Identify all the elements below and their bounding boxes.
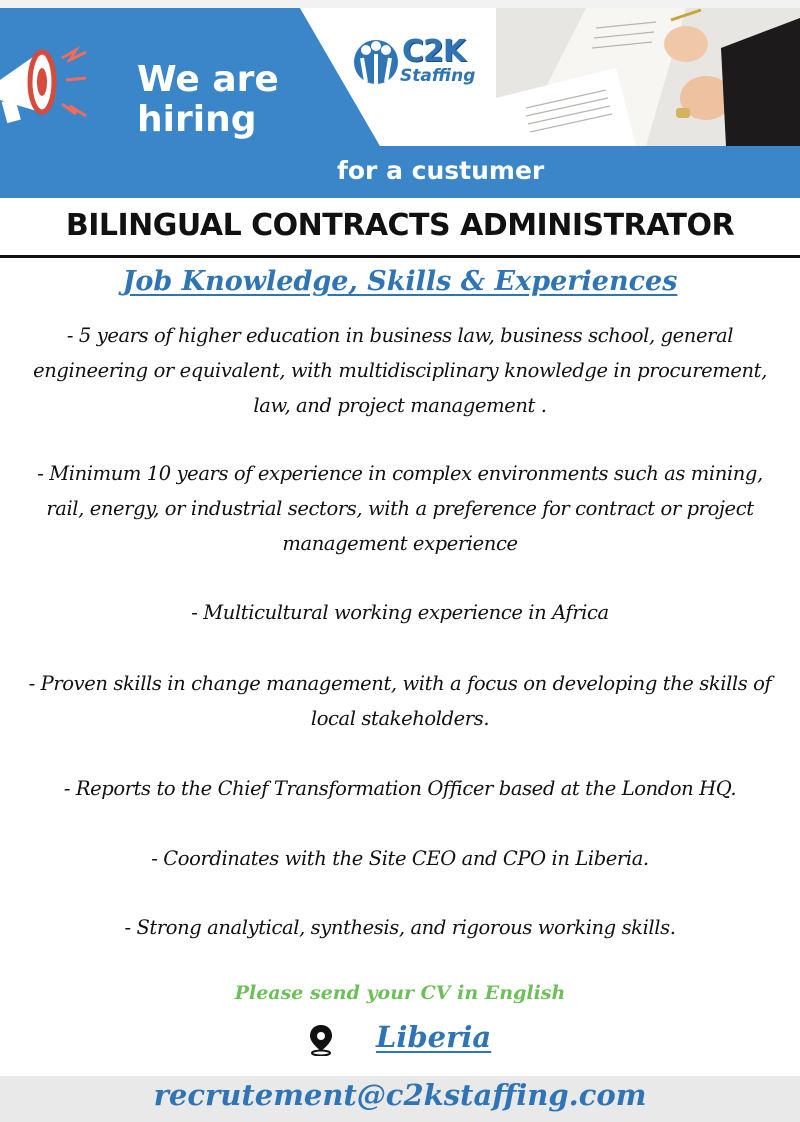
footer-band bbox=[0, 1076, 800, 1122]
megaphone-icon bbox=[0, 22, 120, 132]
job-title-band bbox=[0, 198, 800, 258]
headline-line-1: We are bbox=[137, 59, 279, 100]
subtitle-text: for a custumer bbox=[337, 156, 545, 185]
contact-email-link[interactable]: recrutement@c2kstaffing.com bbox=[153, 1078, 647, 1112]
location-pin-icon bbox=[308, 1024, 334, 1056]
logo-brand-text: C2K bbox=[402, 34, 466, 69]
location-text: Liberia bbox=[376, 1020, 492, 1054]
subtitle-band bbox=[0, 146, 800, 198]
hiring-banner bbox=[0, 8, 800, 146]
section-heading: Job Knowledge, Skills & Experiences bbox=[122, 266, 678, 297]
company-logo bbox=[352, 36, 502, 92]
logo-sub-text: Staffing bbox=[400, 66, 476, 86]
top-strip bbox=[0, 0, 800, 8]
logo-mark-icon bbox=[352, 36, 400, 86]
hiring-headline bbox=[137, 60, 327, 140]
location-row bbox=[308, 1018, 508, 1062]
office-photo bbox=[496, 8, 800, 146]
requirement-item: - Minimum 10 years of experience in complex environments such as mining, rail, energy, or industrial sectors, with a preference for contract or project management experience bbox=[37, 462, 763, 555]
headline-line-2: hiring bbox=[137, 99, 257, 140]
job-title: BILINGUAL CONTRACTS ADMINISTRATOR bbox=[65, 208, 735, 243]
requirement-item: - Strong analytical, synthesis, and rigorous working skills. bbox=[124, 916, 676, 939]
requirement-item: - Proven skills in change management, with a focus on developing the skills of local stakeholders. bbox=[28, 672, 772, 730]
requirement-item: - Coordinates with the Site CEO and CPO in Liberia. bbox=[151, 847, 649, 870]
cv-instruction: Please send your CV in English bbox=[234, 982, 566, 1004]
requirement-item: - 5 years of higher education in business law, business school, general engineering or equivalent, with multidisciplinary knowledge in procurement, law, and project management . bbox=[33, 324, 767, 417]
requirement-item: - Multicultural working experience in Africa bbox=[191, 601, 609, 624]
requirement-item: - Reports to the Chief Transformation Officer based at the London HQ. bbox=[63, 777, 737, 800]
